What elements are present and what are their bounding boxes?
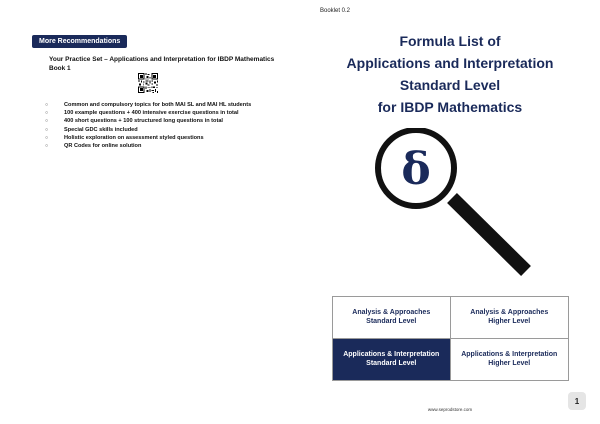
recommendations-badge: More Recommendations [32, 35, 127, 48]
feature-list [45, 101, 251, 150]
list-item: ○ Common and compulsory topics for both MAI SL and MAI HL students [45, 102, 252, 108]
list-item: ○ QR Codes for online solution [45, 143, 142, 150]
level-table [332, 296, 569, 381]
bullet-icon: ○ [45, 102, 49, 108]
cell-ai-sl[interactable]: Applications & Interpretation Standard Level [333, 339, 451, 381]
bullet-icon: ○ [45, 126, 49, 133]
cell-aa-sl[interactable]: Analysis & Approaches Standard Level [333, 297, 451, 339]
book-title [49, 55, 279, 73]
list-item: ○ Holistic exploration on assessment styled questions [45, 134, 204, 141]
title-line-4: for IBDP Mathematics [377, 99, 523, 115]
title-line-3: Standard Level [399, 77, 501, 93]
website-url: www.seprodstore.com [427, 407, 473, 412]
page-number: 1 [568, 392, 586, 410]
cell-aa-hl[interactable]: Analysis & Approaches Higher Level [451, 297, 569, 339]
book-title-line2: Book 1 [49, 65, 71, 72]
list-item: ○ Special GDC skills included [45, 126, 138, 133]
list-item: ○ 400 short questions + 100 structured long questions in total [45, 118, 223, 125]
bullet-icon: ○ [45, 110, 49, 117]
bullet-icon: ○ [45, 118, 49, 125]
bullet-icon: ○ [45, 143, 49, 150]
book-title-line1: Your Practice Set – Applications and Interpretation for IBDP Mathematics [49, 56, 275, 63]
delta-symbol: δ [401, 144, 431, 195]
title-line-2: Applications and Interpretation [346, 55, 554, 71]
cell-ai-hl[interactable]: Applications & Interpretation Higher Level [461, 350, 558, 368]
magnifier-icon [366, 128, 546, 288]
right-page [300, 0, 600, 424]
page-title [300, 30, 600, 118]
bullet-icon: ○ [45, 134, 49, 141]
booklet-label: Booklet 0.2 [320, 8, 351, 14]
list-item: ○ 100 example questions + 400 intensive exercise questions in total [45, 110, 239, 117]
title-line-1: Formula List of [399, 33, 501, 49]
qr-code-icon[interactable] [138, 73, 158, 93]
